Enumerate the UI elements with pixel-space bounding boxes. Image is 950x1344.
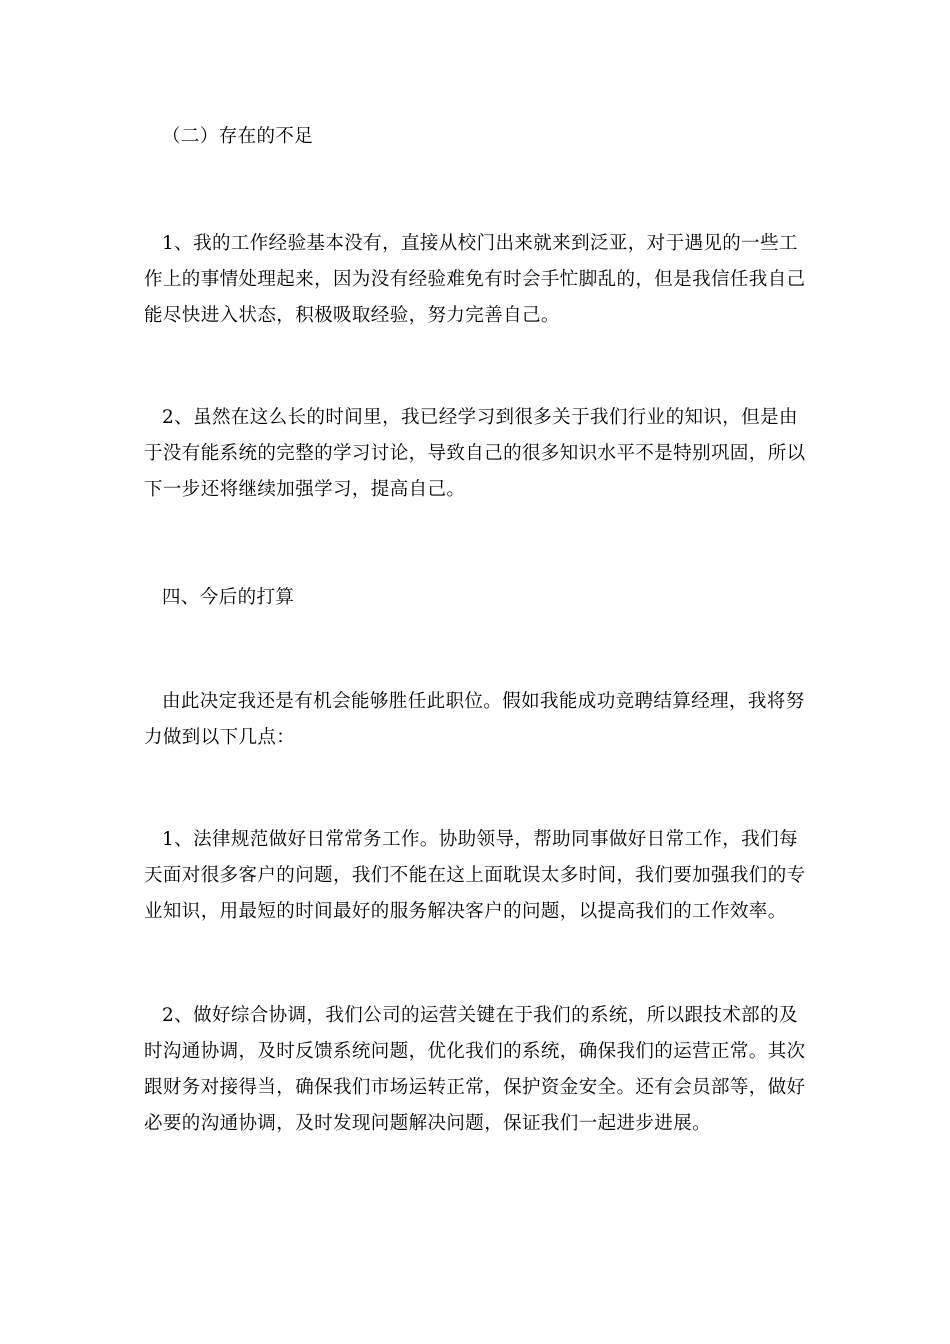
plans-intro-paragraph: 由此决定我还是有机会能够胜任此职位。假如我能成功竞聘结算经理，我将努力做到以下几点： bbox=[144, 691, 805, 748]
deficiency-paragraph-2: 2、虽然在这么长的时间里，我已经学习到很多关于我们行业的知识，但是由于没有能系统的完整的学习讨论，导致自己的很多知识水平不是特别巩固，所以下一步还将继续加强学习，提高自己。 bbox=[144, 407, 806, 500]
section-heading-plans: 四、今后的打算 bbox=[162, 587, 295, 608]
section-heading-deficiencies: （二）存在的不足 bbox=[162, 126, 314, 147]
deficiency-paragraph-1: 1、我的工作经验基本没有，直接从校门出来就来到泛亚，对于遇见的一些工作上的事情处理起来，因为没有经验难免有时会手忙脚乱的，但是我信任我自己能尽快进入状态，积极吸取经验，努力完善自己。 bbox=[144, 233, 806, 326]
plan-paragraph-1: 1、法律规范做好日常常务工作。协助领导，帮助同事做好日常工作，我们每天面对很多客户的问题，我们不能在这上面耽误太多时间，我们要加强我们的专业知识，用最短的时间最好的服务解决客户的问题，以提高我们的工作效率。 bbox=[144, 829, 806, 922]
plan-paragraph-2: 2、做好综合协调，我们公司的运营关键在于我们的系统，所以跟技术部的及时沟通协调，及时反馈系统问题，优化我们的系统，确保我们的运营正常。其次跟财务对接得当，确保我们市场运转正常，保护资金安全。还有会员部等，做好必要的沟通协调，及时发现问题解决问题，保证我们一起进步进展。 bbox=[144, 1005, 806, 1134]
